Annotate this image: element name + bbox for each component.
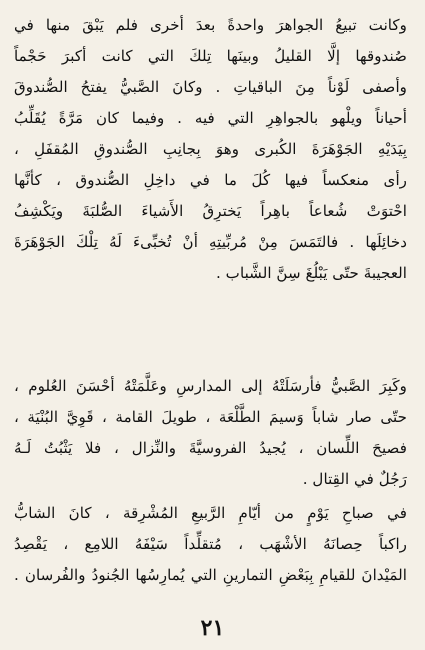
text-line: وأصفى لَوْناً مِنَ الباقياتِ . وكانَ الصَّبيُّ يفتحُ الصُّندوقَ [14, 78, 407, 96]
page-number: ٢١ [200, 615, 225, 641]
paragraph-1 [14, 10, 407, 289]
text-line: أحياناً ويلْهو بالجواهِرِ التي فيه . وفيما كان مَرَّةً يُقَلِّبُ [14, 109, 407, 127]
text-line: حتّى صار شاباً وَسيمَ الطَّلْعَة ، طويلَ القامة ، قَوِيَّ البُنْيَة ، [14, 408, 407, 426]
text-line: احْتوَتْ شُعاعاً باهِراً يَخترِقُ الأَشياءَ الصُّلبَةَ ويَكْشِفُ [14, 202, 407, 220]
text-line: رأى منعكساً فيها كُلَ ما في داخِلِ الصُّندوق ، كأنَّها [14, 171, 407, 189]
text-line: بِيَدَيْهِ الجَوْهَرَةَ الكُبرى وهوَ بِجانِبِ الصُّندوقِ المُقفَلِ ، [14, 140, 407, 158]
text-line: راكباً حِصانَهُ الأشْهَب ، مُتقلِّداً سَيْفَهُ اللامِع ، يَقْصِدُ [14, 535, 407, 553]
paragraph-2 [14, 371, 407, 495]
text-line: رَجُلٌ في القِتال . [302, 470, 407, 488]
text-line: فصيحَ اللِّسان ، يُجيدُ الفروسيَّةَ والنِّزال ، فلا يَثْبُتُ لَـهُ [14, 439, 407, 457]
text-line: المَيْدانَ للقيامِ بِبَعْضِ التمارينِ التي يُمارِسُها الجُنودُ والفُرسان . [14, 566, 407, 584]
text-line: دخائِلَها . فالتَمَسَ مِنْ مُربِّيتِهِ أنْ تُخبِّىءَ لَهُ تِلْكَ الجَوْهَرَةَ [14, 233, 407, 251]
paragraph-3 [14, 498, 407, 591]
text-line: العجيبةَ حتّى يَبْلُغَ سِنَّ الشَّباب . [216, 264, 407, 282]
text-line: في صباحِ يَوْمٍ من أيّامِ الرَّبيعِ المُشْرِقة ، كانَ الشابُّ [14, 504, 407, 522]
text-line: صُندوقها إلَّا القليلُ وبينَها تِلكَ التي كانت أكبرَ حَجْماً [14, 47, 407, 65]
text-line: وكَبِرَ الصَّبيُّ فأرسَلَتْهُ إلى المدارسِ وعَلَّمَتْهُ أحْسَنَ العُلوم ، [14, 377, 407, 395]
text-line: وكانت تبيعُ الجواهرَ واحدةً بعدَ أخرى فلم يَبْقَ منها في [14, 16, 407, 34]
